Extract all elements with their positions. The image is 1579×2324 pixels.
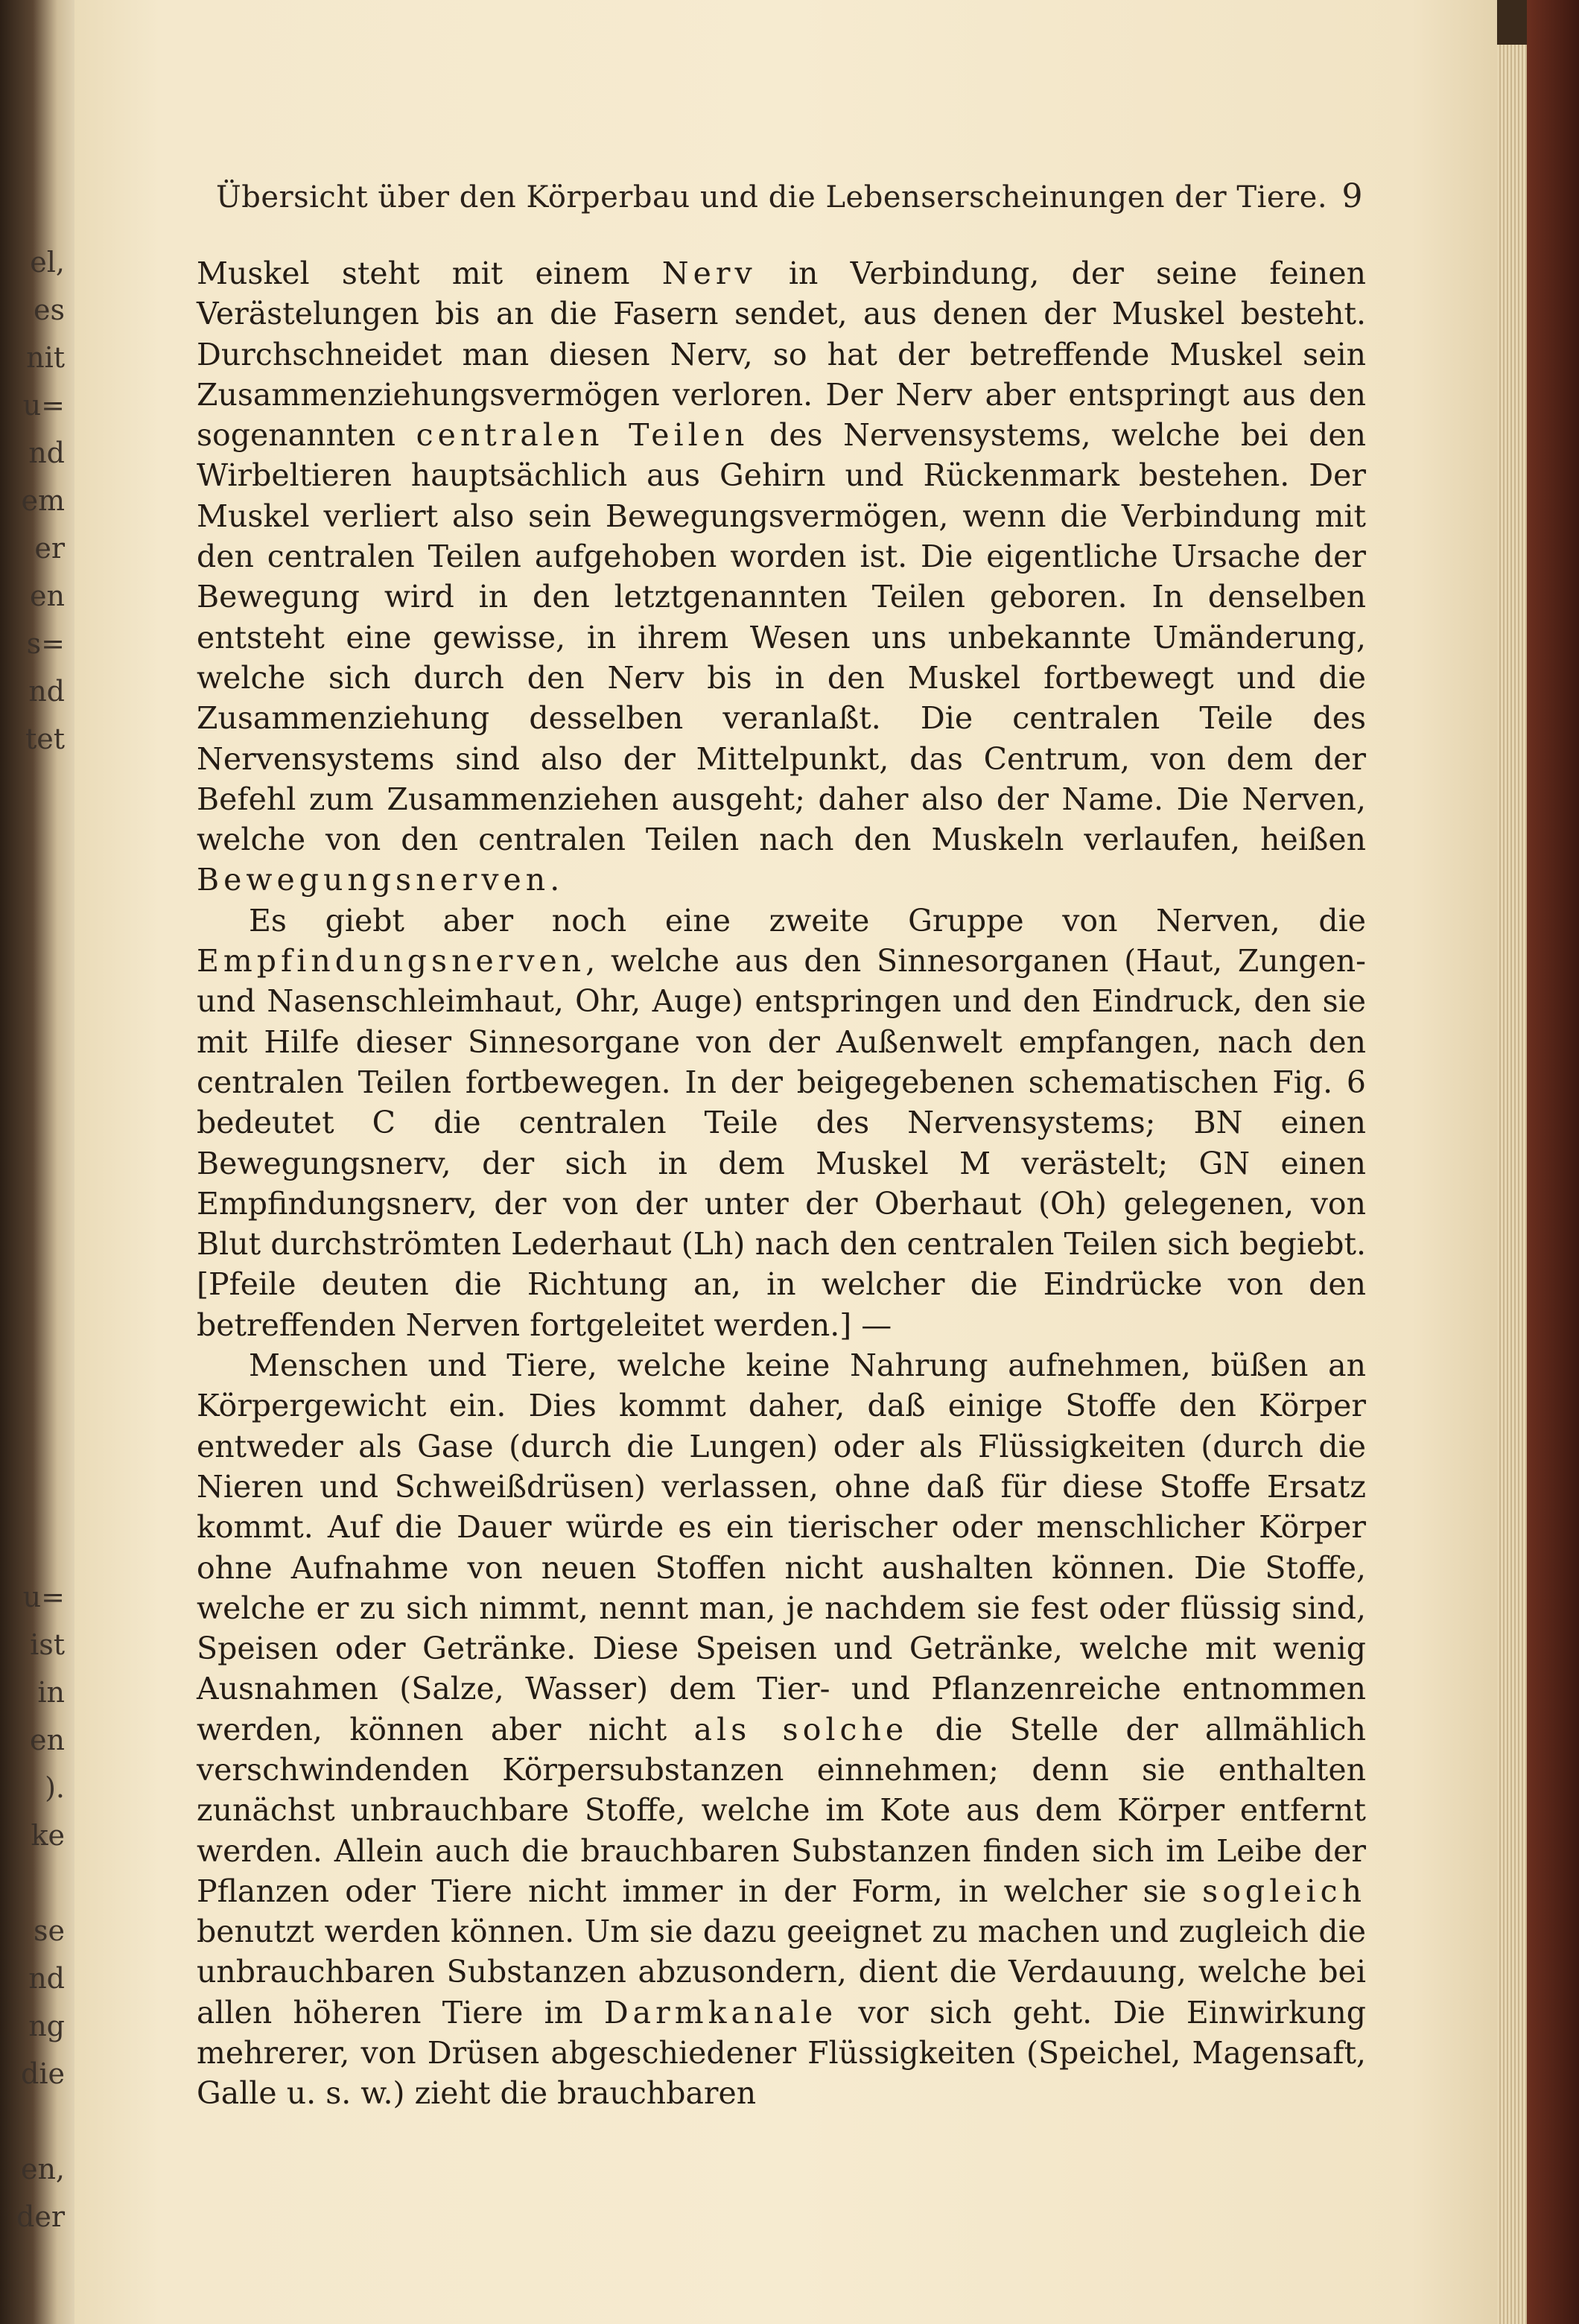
text-run: des Nervensystems, welche bei den Wirbeltieren hauptsächlich aus Gehirn und Rückenmark bestehen. Der Muskel verliert also sein Bewegungsvermögen, wenn die Verbindung mit den centralen Teilen aufgehoben worden ist. Die eigentliche Ursache der Bewegung wird in den letztgenannten Teilen geboren. In denselben entsteht eine gewisse, in ihrem Wesen uns unbekannte Umänderung, welche sich durch den Nerv bis in den Muskel fortbewegt und die Zusammenziehung desselben veranlaßt. Die centralen Teile des Nervensystems sind also der Mittelpunkt, das Centrum, von dem der Befehl zum Zusammenziehen ausgeht; daher also der Name. Die Nerven, welche von den centralen Teilen nach den Muskeln verlaufen, heißen <box>197 417 1367 858</box>
left-page-edge-fragments <box>0 238 71 2233</box>
left-page-fragment: der <box>16 2200 65 2233</box>
emphasized-term: sogleich <box>1202 1873 1366 1909</box>
left-page-fragment: nd <box>28 436 65 469</box>
emphasized-term: centralen Teilen <box>416 417 749 454</box>
page-edges <box>1497 45 1527 2324</box>
paragraph <box>197 253 1366 901</box>
left-page-fragment <box>0 1335 71 1382</box>
left-page-fragment: u= <box>22 1581 65 1613</box>
text-run: . <box>550 862 560 898</box>
left-page-fragment: es <box>34 293 65 326</box>
text-run: die Stelle der allmählich verschwindenden Körpersubstanzen einnehmen; denn sie enthalten zunächst unbrauchbare Stoffe, welche im Kote aus dem Körper entfernt werden. Allein auch die brauchbaren Substanzen finden sich im Leibe der Pflanzen oder Tiere nicht immer in der Form, in welcher sie <box>197 1711 1367 1909</box>
text-run: Es giebt aber noch eine zweite Gruppe von Nerven, die <box>249 902 1366 939</box>
page-number: 9 <box>1341 177 1363 215</box>
emphasized-term: als solche <box>693 1711 909 1747</box>
left-page-fragment: ng <box>28 2010 65 2042</box>
left-page-fragment: ). <box>45 1771 65 1804</box>
body-text <box>197 253 1366 2114</box>
left-page-fragment <box>0 1192 71 1239</box>
left-page-fragment <box>0 763 71 810</box>
text-run: vor sich geht. Die Einwirkung mehrerer, von Drüsen abgeschiedener Flüssigkeiten (Speichel, Magensaft, Galle u. s. w.) zieht die brauchbaren <box>197 1994 1366 2112</box>
left-page-fragment <box>0 1859 71 1907</box>
left-page-fragment <box>0 1096 71 1144</box>
running-title: Übersicht über den Körperbau und die Lebenserscheinungen der Tiere. <box>216 180 1328 215</box>
left-page-fragment: die <box>21 2057 65 2090</box>
text-run: benutzt werden können. Um sie dazu geeignet zu machen und zugleich die unbrauchbaren Substanzen abzusondern, dient die Verdauung, welche bei allen höheren Tiere im <box>197 1914 1366 2031</box>
left-page-fragment <box>0 1525 71 1573</box>
text-run: in Verbindung, der seine feinen Verästelungen bis an die Fasern sendet, aus denen der Muskel besteht. Durchschneidet man diesen Nerv, so hat der betreffende Muskel sein Zusammenziehungsvermögen verloren. Der Nerv aber entspringt aus den sogenannten <box>197 255 1366 454</box>
text-run: , welche aus den Sinnesorganen (Haut, Zungen- und Nasenschleimhaut, Ohr, Auge) entspringen und den Eindruck, den sie mit Hilfe dieser Sinnesorgane von der Außenwelt empfangen, nach den centralen Teilen fortbewegen. In der beigegebenen schematischen Fig. 6 bedeutet C die centralen Teile des Nervensystems; BN einen Bewegungsnerv, der sich in dem Muskel M verästelt; GN einen Empfindungsnerv, der von der unter der Oberhaut (Oh) gelegenen, von Blut durchströmten Lederhaut (Lh) nach den centralen Teilen sich begiebt. [Pfeile deuten die Richtung an, in welcher die Eindrücke von den betreffenden Nerven fortgeleitet werden.] — <box>197 943 1366 1343</box>
left-page-fragment: in <box>37 1676 65 1709</box>
left-page-fragment: se <box>34 1914 65 1947</box>
left-page-fragment: s= <box>26 627 65 660</box>
left-page-fragment: er <box>34 532 65 565</box>
left-page-fragment <box>0 2098 71 2145</box>
left-page-fragment <box>0 1049 71 1096</box>
left-page-fragment <box>0 1478 71 1525</box>
left-page-fragment: ke <box>31 1819 65 1852</box>
text-run: Menschen und Tiere, welche keine Nahrung aufnehmen, büßen an Körpergewicht ein. Dies kommt daher, daß einige Stoffe den Körper entweder als Gase (durch die Lungen) oder als Flüssigkeiten (durch die Nieren und Schweißdrüsen) verlassen, ohne daß für diese Stoffe Ersatz kommt. Auf die Dauer würde es ein tierischer oder menschlicher Körper ohne Aufnahme von neuen Stoffen nicht aushalten können. Die Stoffe, welche er zu sich nimmt, nennt man, je nachdem sie fest oder flüssig sind, Speisen oder Getränke. Diese Speisen und Getränke, welche mit wenig Ausnahmen (Salze, Wasser) dem Tier- und Pflanzenreiche entnommen werden, können aber nicht <box>197 1347 1366 1747</box>
left-page-fragment: tet <box>25 723 65 755</box>
left-page-fragment: ist <box>30 1628 65 1661</box>
left-page-fragment <box>0 1239 71 1287</box>
text-run: Muskel steht mit einem <box>197 255 662 291</box>
emphasized-term: Nerv <box>661 255 757 291</box>
emphasized-term: Bewegungsnerven <box>197 862 550 898</box>
left-page-fragment: en <box>30 580 65 612</box>
left-page-fragment: u= <box>22 389 65 422</box>
left-page-fragment <box>0 1287 71 1335</box>
left-page-fragment <box>0 1001 71 1049</box>
left-page-fragment: nd <box>28 1962 65 1995</box>
paragraph <box>197 901 1366 1345</box>
left-page-fragment <box>0 953 71 1001</box>
left-page-fragment: en, <box>20 2153 65 2185</box>
left-page-fragment <box>0 1382 71 1430</box>
paragraph <box>197 1345 1366 2114</box>
emphasized-term: Empfindungsnerven <box>197 943 586 980</box>
left-page-fragment: em <box>21 484 65 517</box>
left-page-fragment <box>0 858 71 906</box>
emphasized-term: Darmkanale <box>603 1994 838 2031</box>
left-page-fragment: el, <box>30 246 65 279</box>
left-page-fragment <box>0 906 71 953</box>
book-cover-edge <box>1527 0 1579 2324</box>
left-page-fragment <box>0 1144 71 1192</box>
left-page-fragment: nd <box>28 675 65 708</box>
left-page-fragment: en <box>30 1724 65 1756</box>
left-page-fragment <box>0 1430 71 1478</box>
left-page-fragment: nit <box>26 341 65 374</box>
left-page-fragment <box>0 810 71 858</box>
running-header <box>216 177 1363 215</box>
